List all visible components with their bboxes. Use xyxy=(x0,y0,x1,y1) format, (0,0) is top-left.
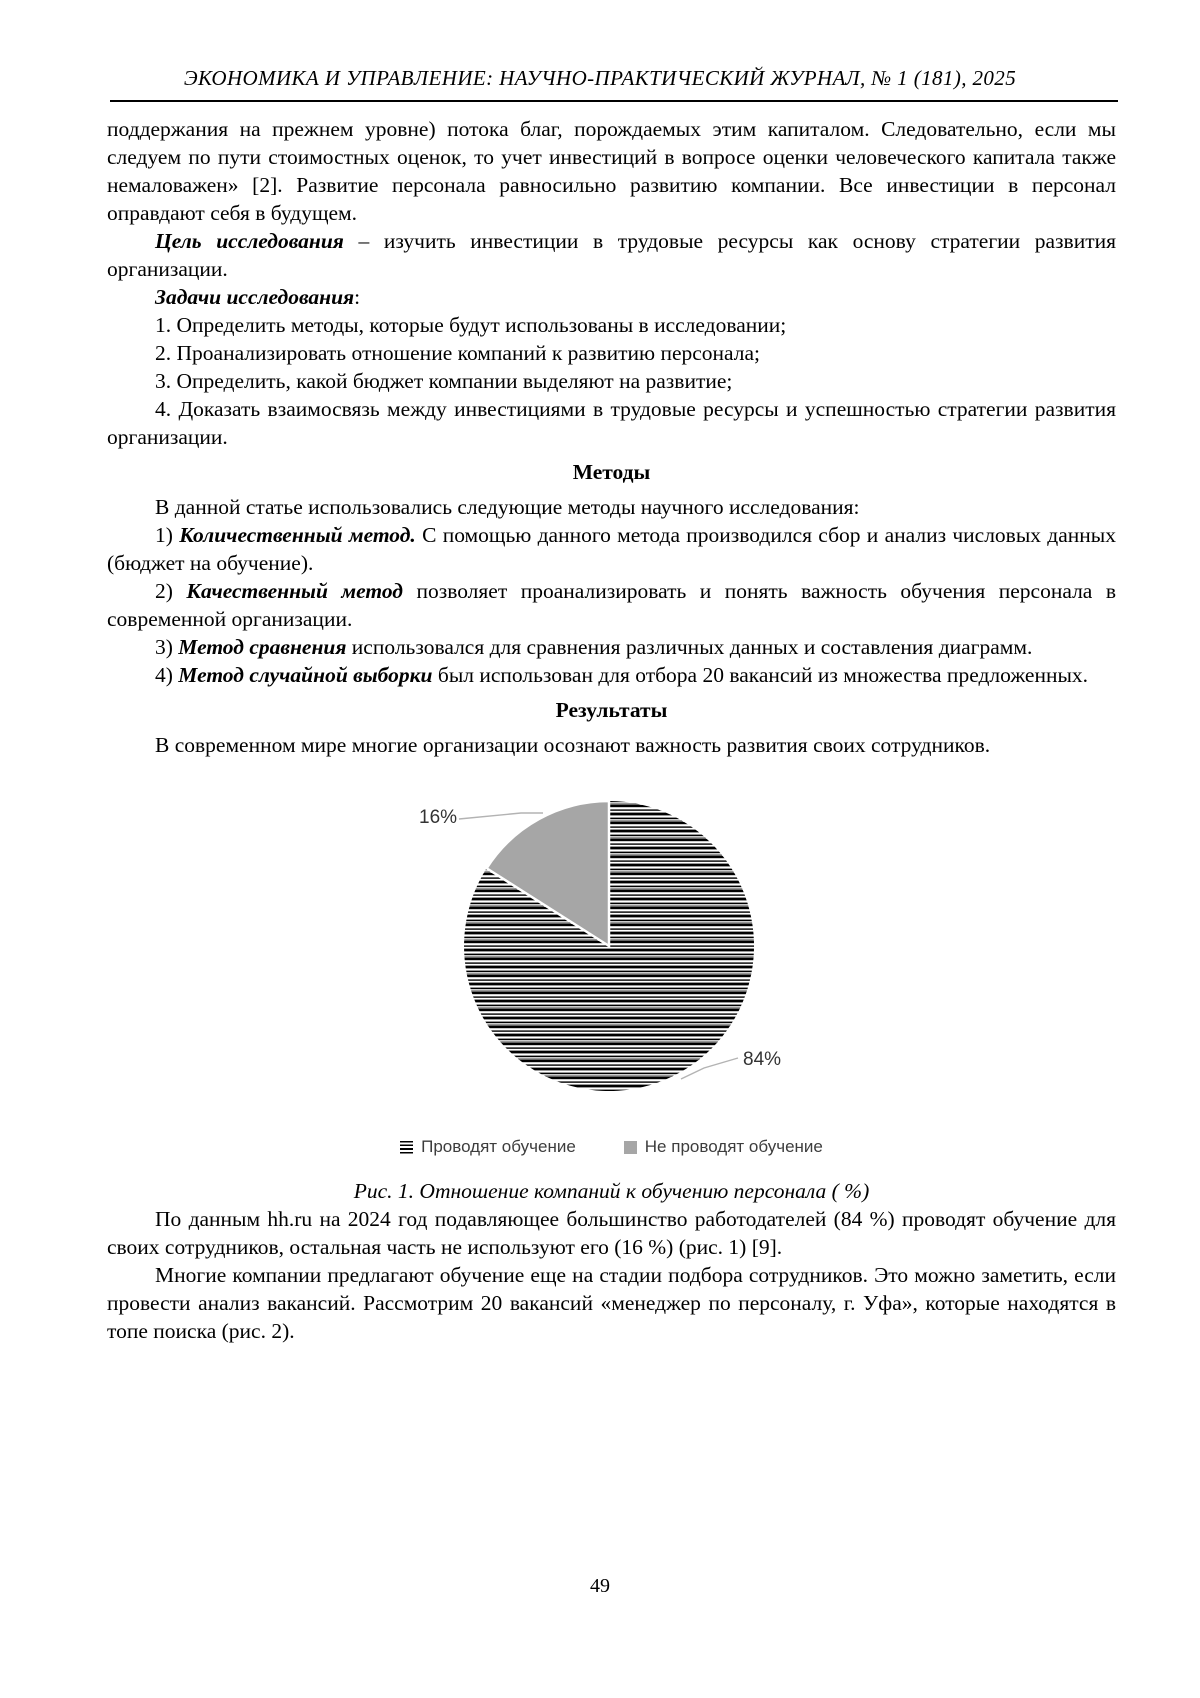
page-number: 49 xyxy=(590,1575,610,1597)
legend-item-ne-provodyat xyxy=(624,1133,823,1161)
method-text: использовался для сравнения различных данных и составления диаграмм. xyxy=(346,635,1033,659)
method-number: 3) xyxy=(155,635,179,659)
method-number: 2) xyxy=(155,579,187,603)
figure-caption: Рис. 1. Отношение компаний к обучению персонала ( %) xyxy=(353,1179,870,1203)
chart-legend xyxy=(107,1133,1116,1161)
method-text: позволяет проанализировать и понять важность обучения персонала в современной организации. xyxy=(107,579,1116,631)
task-item-1: 1. Определить методы, которые будут использованы в исследовании; xyxy=(155,313,787,337)
leader-line-16 xyxy=(459,813,543,819)
paragraph-tasks-heading xyxy=(107,283,1116,311)
method-item-1 xyxy=(107,521,1116,577)
goal-text: – изучить инвестиции в трудовые ресурсы как основу стратегии развития организации. xyxy=(107,229,1116,281)
paragraph-intro: поддержания на прежнем уровне) потока благ, порождаемых этим капиталом. Следовательно, если мы следуем по пути стоимостных оценок, то учет инвестиций в вопросе оценки человеческого капитала также немаловажен» [2]. Развитие персонала равносильно развитию компании. Все инвестиции в персонал оправдают себя в будущем. xyxy=(107,117,1116,225)
paragraph-goal xyxy=(107,227,1116,283)
legend-label: Проводят обучение xyxy=(421,1137,576,1156)
method-name: Метод случайной выборки xyxy=(178,663,433,687)
pie-chart-svg xyxy=(107,771,1116,1111)
legend-item-provodyat xyxy=(400,1133,576,1161)
paragraph-methods-intro: В данной статье использовались следующие методы научного исследования: xyxy=(155,495,860,519)
article-body xyxy=(0,102,1200,1345)
method-name: Метод сравнения xyxy=(178,635,347,659)
method-text: был использован для отбора 20 вакансий из множества предложенных. xyxy=(432,663,1089,687)
pie-label-84: 84% xyxy=(743,1049,782,1070)
task-item-4: 4. Доказать взаимосвязь между инвестициями в трудовые ресурсы и успешностью стратегии развития организации. xyxy=(107,397,1116,449)
method-number: 4) xyxy=(155,663,179,687)
method-item-3 xyxy=(107,633,1116,661)
method-name: Количественный метод. xyxy=(179,523,416,547)
method-name: Качественный метод xyxy=(186,579,403,603)
method-item-4 xyxy=(107,661,1116,689)
method-number: 1) xyxy=(155,523,180,547)
striped-swatch-icon xyxy=(400,1141,413,1154)
tasks-label: Задачи исследования xyxy=(155,285,355,309)
pie-label-16: 16% xyxy=(419,807,458,828)
goal-label: Цель исследования xyxy=(155,229,344,253)
method-item-2 xyxy=(107,577,1116,633)
paragraph-vacancies: Многие компании предлагают обучение еще на стадии подбора сотрудников. Это можно заметить, если провести анализ вакансий. Рассмотрим 20 вакансий «менеджер по персоналу, г. Уфа», которые находятся в топе поиска (рис. 2). xyxy=(107,1263,1116,1343)
section-heading-results: Результаты xyxy=(555,698,668,722)
page-header xyxy=(0,0,1200,102)
legend-label: Не проводят обучение xyxy=(644,1137,823,1156)
tasks-colon: : xyxy=(354,285,361,309)
paragraph-hh-data: По данным hh.ru на 2024 год подавляющее большинство работодателей (84 %) проводят обучение для своих сотрудников, остальная часть не используют его (16 %) (рис. 1) [9]. xyxy=(107,1207,1116,1259)
journal-header-line: ЭКОНОМИКА И УПРАВЛЕНИЕ: НАУЧНО-ПРАКТИЧЕСКИЙ ЖУРНАЛ, № 1 (181), 2025 xyxy=(183,66,1017,90)
task-item-2: 2. Проанализировать отношение компаний к развитию персонала; xyxy=(155,341,761,365)
task-item-3: 3. Определить, какой бюджет компании выделяют на развитие; xyxy=(155,369,733,393)
paragraph-results-intro: В современном мире многие организации осознают важность развития своих сотрудников. xyxy=(155,733,991,757)
method-text: С помощью данного метода производился сбор и анализ числовых данных (бюджет на обучение). xyxy=(107,523,1116,575)
gray-swatch-icon xyxy=(624,1141,637,1154)
section-heading-methods: Методы xyxy=(572,460,651,484)
figure-pie-chart xyxy=(107,771,1116,1205)
